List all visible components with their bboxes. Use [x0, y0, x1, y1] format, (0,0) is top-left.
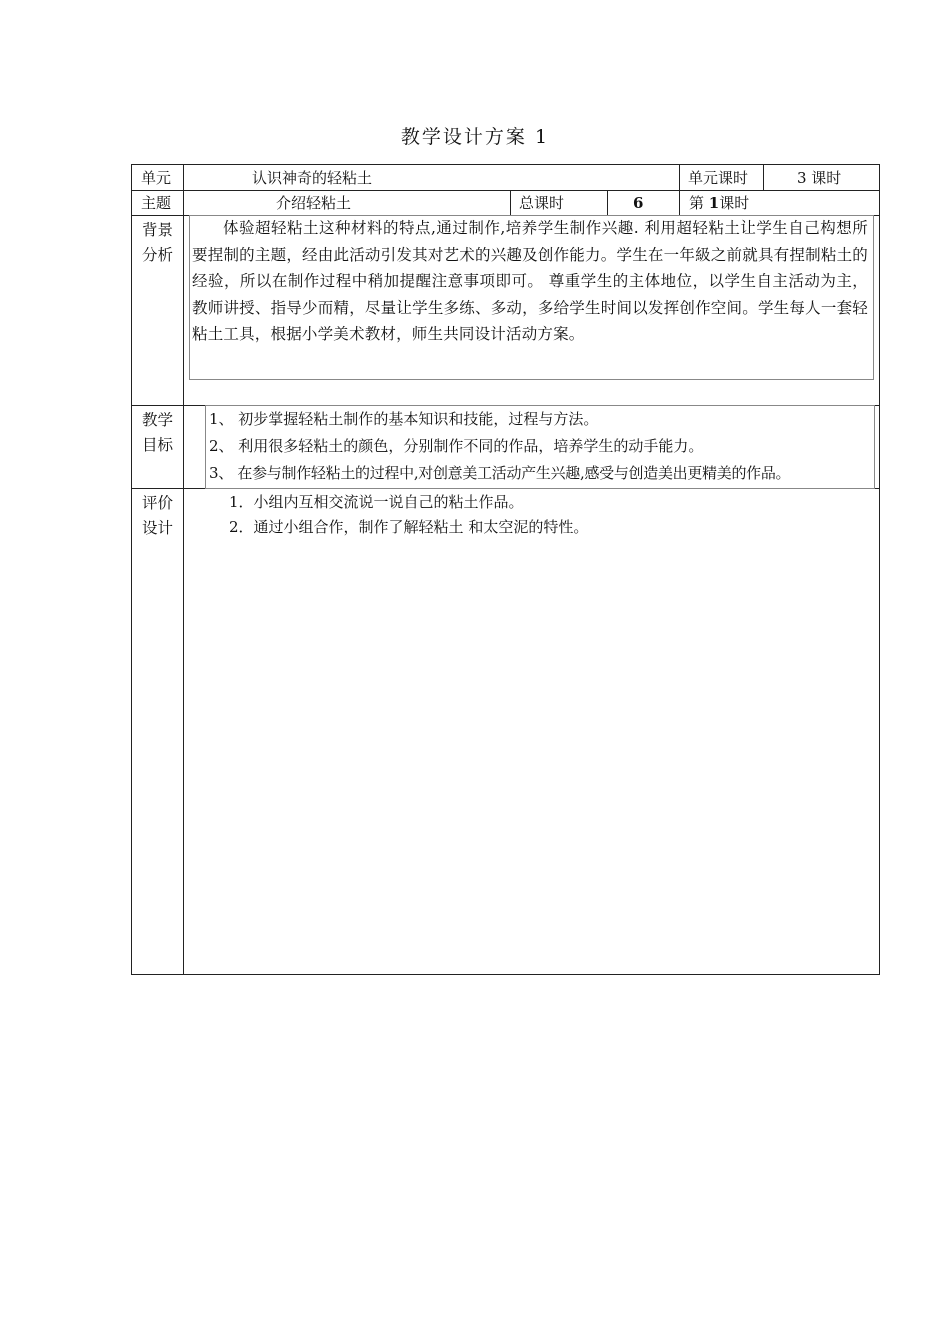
evaluation-label-line2: 设计: [142, 519, 174, 537]
unit-hours-label: 单元课时: [688, 169, 749, 187]
evaluation-item: 2．通过小组合作，制作了解轻粘土 和太空泥的特性。: [229, 518, 589, 536]
unit-hours-value: 3 课时: [797, 169, 842, 187]
column-divider: [679, 164, 680, 191]
column-divider: [510, 190, 511, 216]
row-divider: [131, 190, 880, 191]
goal-item: 1、 初步掌握轻粘土制作的基本知识和技能，过程与方法。: [209, 410, 599, 428]
current-lesson: [689, 193, 749, 213]
background-text: 体验超轻粘土这种材料的特点,通过制作,培养学生制作兴趣. 利用超轻粘土让学生自己构想所要捏制的主题，经由此活动引发其对艺术的兴趣及创作能力。学生在一年級之前就具有捏制粘土的经验，所以在制作过程中稍加提醒注意事项即可。 尊重学生的主体地位，以学生自主活动为主，教师讲授、指导少而精，尽量让学生多练、多动，多给学生时间以发挥创作空间。学生每人一套轻粘土工具，根据小学美术教材，师生共同设计活动方案。: [192, 219, 868, 343]
background-label-line2: 分析: [142, 246, 174, 264]
total-hours-label: 总课时: [519, 194, 565, 212]
goals-label-line2: 目标: [142, 436, 174, 454]
lesson-suffix: 课时: [719, 194, 750, 212]
goal-item: 3、 在参与制作轻粘土的过程中,对创意美工活动产生兴趣,感受与创造美出更精美的作品。: [209, 464, 791, 482]
table-border-bottom: [131, 974, 880, 975]
document-title: 教学设计方案 1: [400, 126, 550, 148]
total-hours-value: 6: [633, 194, 644, 212]
column-divider: [679, 190, 680, 216]
evaluation-item: 1．小组内互相交流说一说自己的粘土作品。: [229, 493, 524, 511]
column-divider: [763, 164, 764, 191]
goals-label-line1: 教学: [142, 411, 174, 429]
lesson-number: 1: [708, 194, 720, 212]
table-border-top: [131, 164, 880, 165]
column-divider: [183, 164, 184, 975]
goal-item: 2、 利用很多轻粘土的颜色，分别制作不同的作品，培养学生的动手能力。: [209, 437, 704, 455]
unit-value: 认识神奇的轻粘土: [252, 169, 373, 187]
unit-label: 单元: [141, 169, 172, 187]
table-border-left: [131, 164, 132, 975]
column-divider: [607, 190, 608, 216]
topic-value: 介绍轻粘土: [276, 194, 352, 212]
lesson-prefix: 第: [689, 194, 705, 212]
background-label-line1: 背景: [142, 221, 174, 239]
evaluation-label-line1: 评价: [142, 494, 174, 512]
topic-label: 主题: [141, 194, 172, 212]
table-border-right: [879, 164, 880, 975]
